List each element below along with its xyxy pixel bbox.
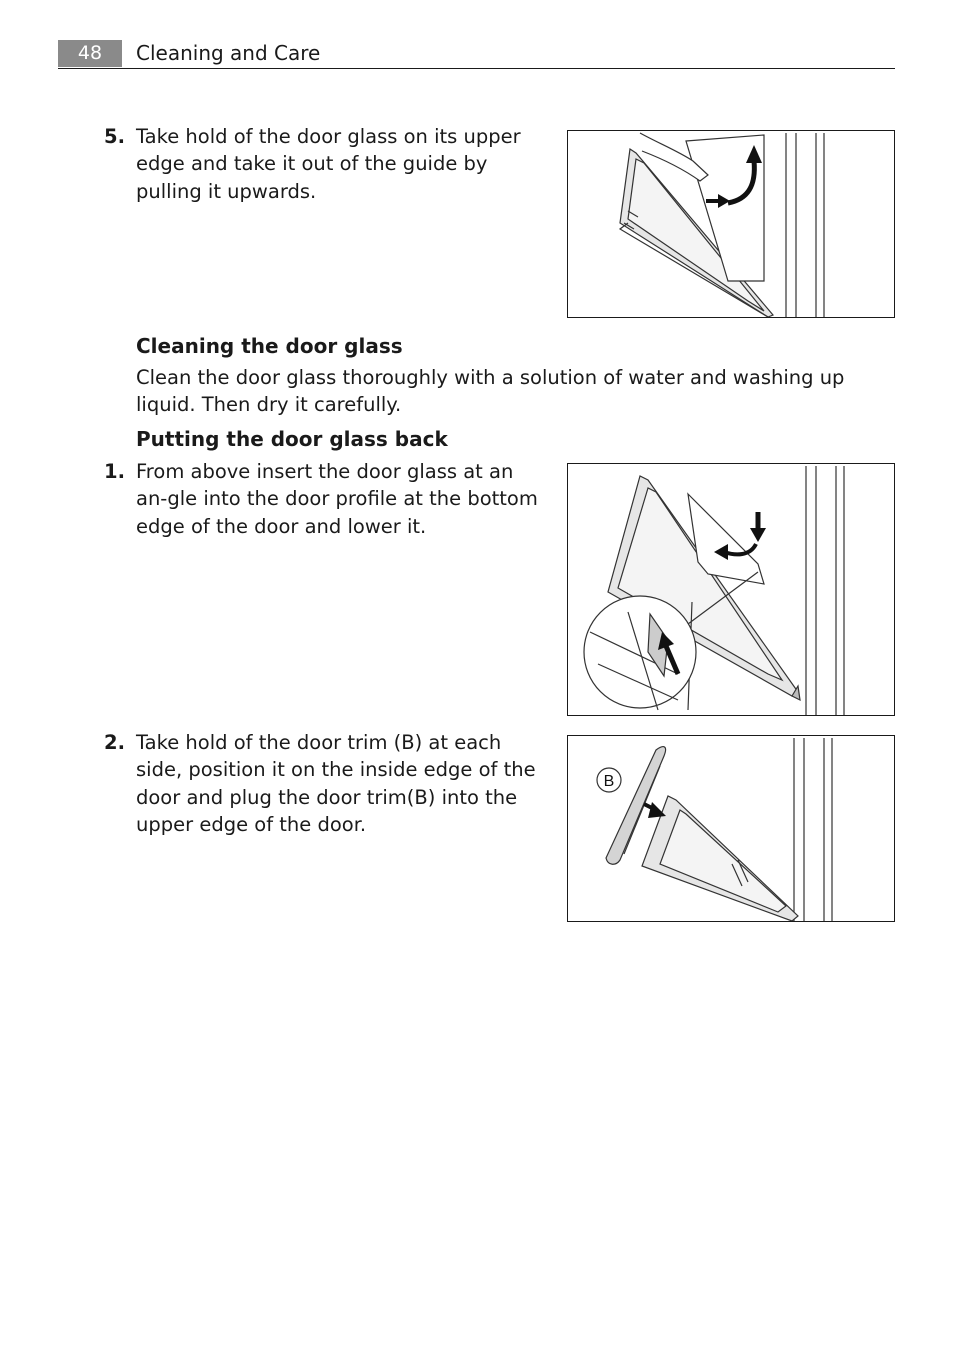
header-rule xyxy=(58,68,895,69)
door-trim-illustration xyxy=(568,736,894,921)
figure-door-trim xyxy=(567,735,895,922)
cleaning-body: Clean the door glass thoroughly with a solution of water and washing up liquid. Then dry it carefully. xyxy=(136,366,845,417)
insert-glass-illustration xyxy=(568,464,894,715)
figure-insert-door-glass xyxy=(567,463,895,716)
step-text: Take hold of the door trim (B) at each side, position it on the inside edge of the door and plug the door trim(B) into the upper edge of the door. xyxy=(136,731,536,836)
page-number: 48 xyxy=(58,40,122,67)
step-text: Take hold of the door glass on its upper edge and take it out of the guide by pulling it upwards. xyxy=(136,125,521,203)
step-number: 2. xyxy=(104,731,125,754)
cleaning-heading: Cleaning the door glass xyxy=(136,334,403,358)
putting-back-heading: Putting the door glass back xyxy=(136,427,448,451)
section-title: Cleaning and Care xyxy=(136,41,321,65)
label-b: B xyxy=(603,773,615,790)
figure-remove-door-glass xyxy=(567,130,895,318)
step-number: 5. xyxy=(104,125,125,148)
remove-glass-illustration xyxy=(568,131,894,317)
step-text: From above insert the door glass at an an-gle into the door profile at the bottom edge of the door and lower it. xyxy=(136,460,538,538)
step-number: 1. xyxy=(104,460,125,483)
